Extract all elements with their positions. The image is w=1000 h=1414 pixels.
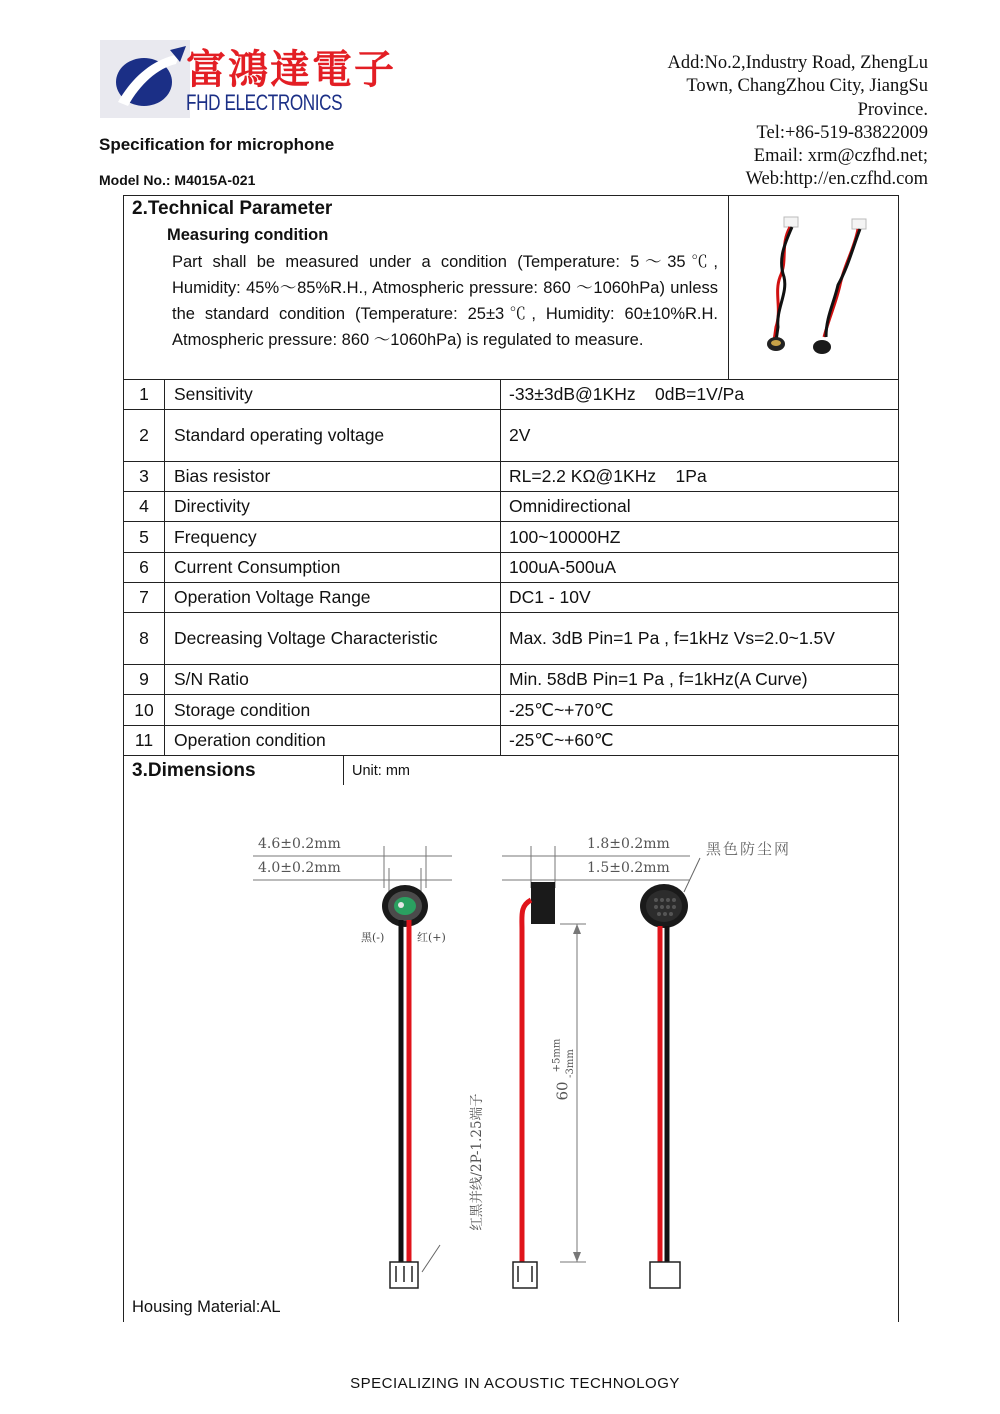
dimensions-heading: 3.Dimensions	[132, 760, 256, 781]
row-value: Max. 3dB Pin=1 Pa , f=1kHz Vs=2.0~1.5V	[509, 628, 835, 648]
row-number: 8	[139, 628, 149, 648]
address-line: Add:No.2,Industry Road, ZhengLu	[667, 53, 928, 73]
row-value: RL=2.2 KΩ@1KHz 1Pa	[509, 466, 707, 486]
row-value: DC1 - 10V	[509, 587, 591, 607]
row-number: 5	[139, 526, 149, 547]
housing-material: Housing Material:AL	[132, 1298, 281, 1316]
row-parameter: Decreasing Voltage Characteristic	[174, 628, 438, 648]
address-line: Province.	[857, 99, 928, 120]
address-line: Town, ChangZhou City, JiangSu	[686, 76, 928, 97]
footer-tagline: SPECIALIZING IN ACOUSTIC TECHNOLOGY	[350, 1375, 680, 1392]
model-number: Model No.: M4015A-021	[99, 172, 256, 188]
row-parameter: Standard operating voltage	[174, 425, 385, 445]
row-value: 100uA-500uA	[509, 557, 617, 577]
row-parameter: Sensitivity	[174, 384, 253, 404]
dim-side-outer: 1.8±0.2mm	[587, 836, 670, 852]
row-value: -33±3dB@1KHz 0dB=1V/Pa	[509, 384, 745, 404]
email-line: Email: xrm@czfhd.net;	[753, 146, 928, 167]
row-parameter: Bias resistor	[174, 466, 271, 486]
front-view	[253, 846, 452, 1288]
row-number: 6	[139, 557, 149, 577]
document-title: Specification for microphone	[99, 135, 335, 154]
dim-outer-diameter: 4.6±0.2mm	[258, 836, 341, 852]
logo-english-name: FHD ELECTRONICS	[186, 90, 343, 115]
row-value: -25℃~+60℃	[509, 730, 614, 750]
row-parameter: Frequency	[174, 526, 257, 547]
measuring-condition-heading: Measuring condition	[167, 226, 329, 244]
row-value: Omnidirectional	[509, 496, 631, 516]
phone-line: Tel:+86-519-83822009	[756, 122, 928, 143]
row-parameter: Storage condition	[174, 699, 311, 720]
row-number: 4	[139, 496, 149, 516]
row-number: 3	[139, 466, 149, 486]
dim-side-inner: 1.5±0.2mm	[587, 860, 670, 876]
row-value: 2V	[509, 425, 531, 445]
row-parameter: Current Consumption	[174, 557, 341, 577]
back-view	[640, 858, 700, 1288]
measuring-condition-text: Part shall be measured under a condition (Temperature: 5～35℃, Humidity: 45%～85%R.H., Atmospheric pressure: 860 ～1060hPa) unless the standard condition (Temperature: 25±3℃, Humidity: 60±10%R.H. Atmospheric pressure: 860 ～1060hPa) is regulated to measure.	[172, 253, 718, 349]
length-tolerance-minus: -3mm	[564, 1049, 576, 1078]
row-number: 2	[139, 425, 149, 445]
row-value: 100~10000HZ	[509, 526, 621, 547]
mesh-label: 黑色防尘网	[706, 840, 792, 858]
length-label: 60	[553, 1081, 572, 1101]
wire-spec-label: 红黑并线/2P-1.25端子	[469, 1093, 485, 1231]
row-number: 11	[134, 730, 154, 750]
row-parameter: Operation condition	[174, 730, 326, 750]
dim-inner-diameter: 4.0±0.2mm	[258, 860, 341, 876]
black-wire-label: 黑(-)	[361, 931, 385, 944]
unit-label: Unit: mm	[352, 763, 410, 779]
length-tolerance-plus: +5mm	[551, 1038, 563, 1073]
row-parameter: S/N Ratio	[174, 669, 249, 689]
web-line: Web:http://en.czfhd.com	[745, 169, 928, 190]
row-number: 10	[134, 699, 154, 720]
row-value: Min. 58dB Pin=1 Pa , f=1kHz(A Curve)	[509, 669, 808, 689]
row-number: 1	[139, 384, 149, 404]
row-parameter: Operation Voltage Range	[174, 587, 371, 607]
row-value: -25℃~+70℃	[509, 699, 614, 720]
row-number: 9	[139, 669, 149, 689]
logo-chinese-name: 富鴻達電子	[186, 46, 396, 93]
row-parameter: Directivity	[174, 496, 250, 516]
technical-parameter-heading: 2.Technical Parameter	[132, 198, 333, 219]
red-wire-label: 红(+)	[417, 931, 446, 944]
row-number: 7	[139, 587, 149, 607]
